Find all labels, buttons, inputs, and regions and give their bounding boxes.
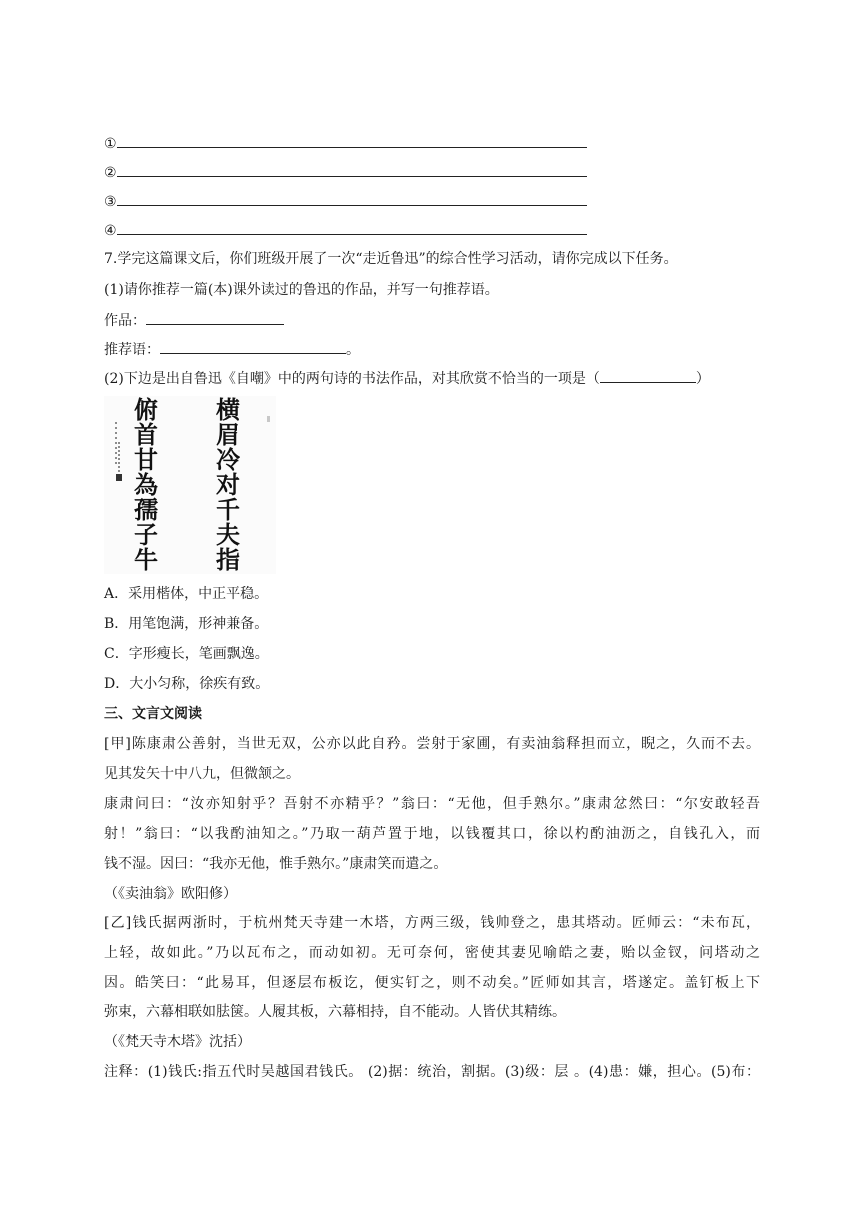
image-speck xyxy=(267,416,270,422)
choice-blank[interactable] xyxy=(600,368,696,383)
answer-line-marker: ③ xyxy=(104,194,117,210)
recommendation-blank[interactable] xyxy=(160,339,346,354)
calligraphy-image xyxy=(104,396,276,574)
work-answer-line xyxy=(104,310,284,331)
calligraphy-character: 首 xyxy=(134,420,158,449)
passage-jia-line: 钱不湿。因曰：“我亦无他，惟手熟尔。”康肃笑而遣之。 xyxy=(104,856,448,872)
calligraphy-character: 甘 xyxy=(134,445,158,474)
passage-jia-line: 射！”翁曰：“以我酌油知之。”乃取一葫芦置于地，以钱覆其口，徐以杓酌油沥之，自钱孔入，而 xyxy=(104,826,760,842)
passage-yi-line: 因。皓笑曰：“此易耳，但逐层布板讫，便实钉之，则不动矣。”匠师如其言，塔遂定。盖钉板上下 xyxy=(104,975,760,991)
part2-close-paren: ） xyxy=(695,371,710,387)
part2-prompt: (2)下边是出自鲁迅《自嘲》中的两句诗的书法作品，对其欣赏不恰当的一项是（ xyxy=(104,371,600,387)
answer-blank[interactable] xyxy=(117,133,587,148)
passage-yi-source: （《梵天寺木塔》沈括） xyxy=(104,1034,251,1050)
question-7-part1: (1)请你推荐一篇(本)课外读过的鲁迅的作品，并写一句推荐语。 xyxy=(104,282,499,298)
work-label: 作品： xyxy=(104,313,146,329)
option-b[interactable]: B．用笔饱满，形神兼备。 xyxy=(104,616,269,632)
calligraphy-character: 俯 xyxy=(134,396,158,424)
recommendation-label: 推荐语： xyxy=(104,342,160,358)
answer-blank[interactable] xyxy=(117,220,587,235)
passage-yi-line: 弥束，六幕相联如胠箧。人履其板，六幕相持，自不能动。人皆伏其精练。 xyxy=(104,1004,566,1020)
recommendation-period: 。 xyxy=(346,342,360,358)
question-7-intro: 7.学完这篇课文后，你们班级开展了一次“走近鲁迅”的综合性学习活动，请你完成以下任务。 xyxy=(104,251,678,267)
work-blank[interactable] xyxy=(146,310,284,325)
question-7-part2 xyxy=(104,368,710,389)
passage-jia-line: [甲]陈康肃公善射，当世无双，公亦以此自矜。尝射于家圃，有卖油翁释担而立，睨之，久而不去。 xyxy=(104,736,760,752)
calligraphy-character: 千 xyxy=(216,495,240,524)
recommendation-answer-line xyxy=(104,339,360,360)
section-heading: 三、文言文阅读 xyxy=(104,706,202,722)
answer-line-marker: ② xyxy=(104,165,117,181)
passage-jia-line: 康肃问曰：“汝亦知射乎？吾射不亦精乎？”翁曰：“无他，但手熟尔。”康肃忿然曰：“尔安敢轻吾 xyxy=(104,796,760,812)
annotations: 注释：(1)钱氏:指五代时吴越国君钱氏。 (2)据：统治，割据。(3)级：层 。(4)患：嫌，担心。(5)布： xyxy=(104,1064,760,1080)
answer-line-4 xyxy=(104,220,587,241)
passage-yi-line: [乙]钱氏据两浙时，于杭州梵天寺建一木塔，方两三级，钱帅登之，患其塔动。匠师云：“未布瓦， xyxy=(104,915,760,931)
calligraphy-character: 冷 xyxy=(216,445,240,474)
calligraphy-character: 牛 xyxy=(134,545,158,574)
passage-yi-line: 上轻，故如此。”乃以瓦布之，而动如初。无可奈何，密使其妻见喻皓之妻，贻以金钗，问塔动之 xyxy=(104,945,760,961)
option-a[interactable]: A．采用楷体，中正平稳。 xyxy=(104,586,269,602)
calligraphy-left-column xyxy=(134,396,159,574)
passage-jia-source: （《卖油翁》欧阳修） xyxy=(104,886,237,902)
passage-jia-line: 见其发矢十中八九，但微颔之。 xyxy=(104,766,300,782)
answer-line-2 xyxy=(104,162,587,183)
calligraphy-character: 横 xyxy=(216,396,240,424)
option-c[interactable]: C．字形瘦长，笔画飘逸。 xyxy=(104,646,269,662)
answer-line-marker: ④ xyxy=(104,223,117,239)
option-d[interactable]: D．大小匀称，徐疾有致。 xyxy=(104,676,270,692)
calligraphy-character: 子 xyxy=(134,520,158,549)
calligraphy-character: 夫 xyxy=(216,520,240,549)
answer-line-3 xyxy=(104,191,587,212)
calligraphy-character: 对 xyxy=(216,470,240,499)
calligraphy-character: 指 xyxy=(216,545,240,574)
calligraphy-character: 孺 xyxy=(134,495,158,524)
calligraphy-character: 眉 xyxy=(216,420,240,449)
calligraphy-character: 為 xyxy=(134,470,158,499)
answer-blank[interactable] xyxy=(117,162,587,177)
calligraphy-right-column xyxy=(216,396,241,574)
answer-blank[interactable] xyxy=(117,191,587,206)
answer-line-marker: ① xyxy=(104,136,117,152)
answer-line-1 xyxy=(104,133,587,154)
